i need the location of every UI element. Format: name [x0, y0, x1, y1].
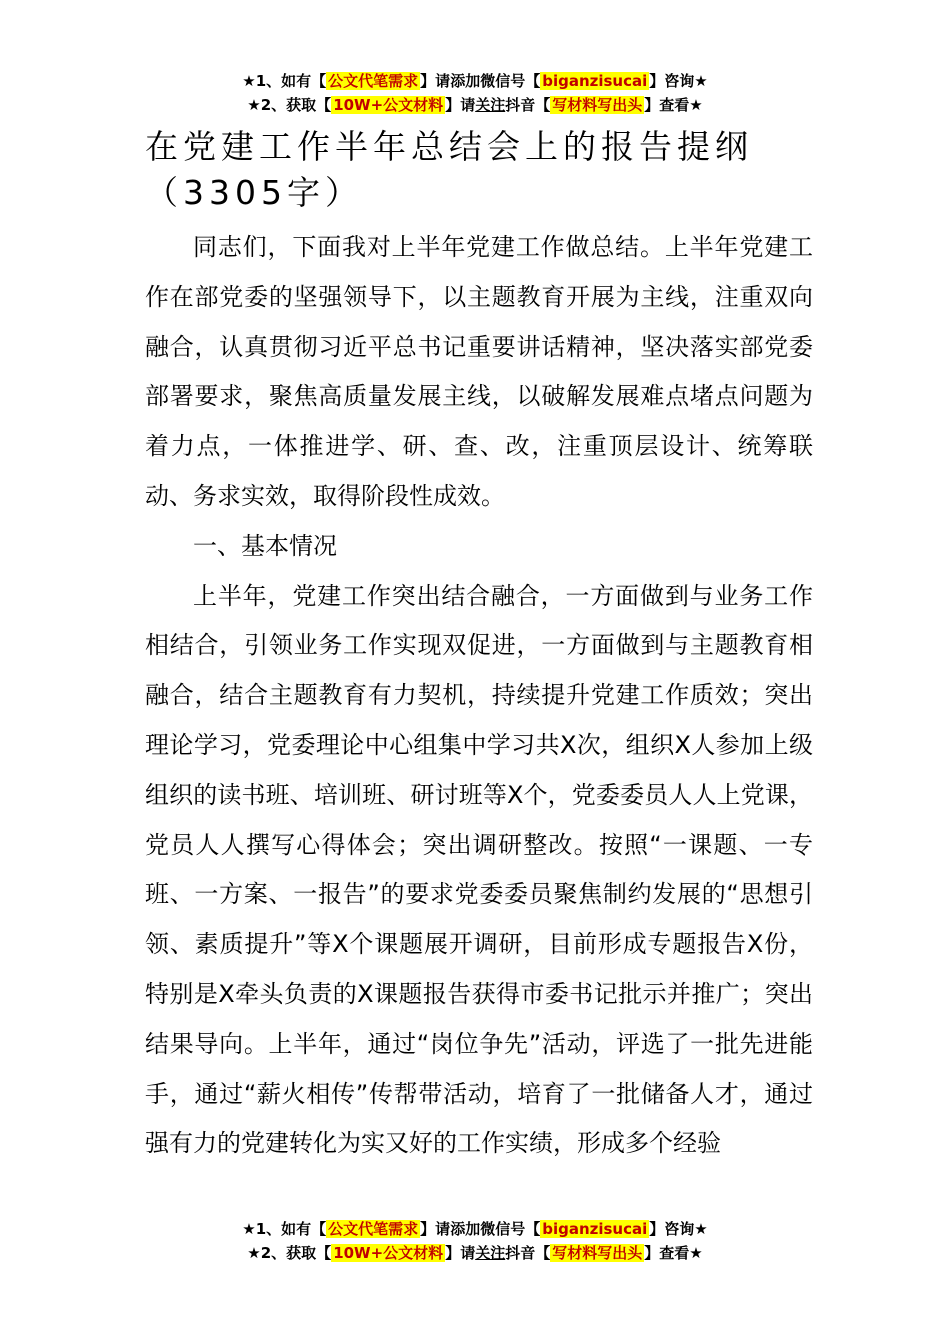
banner-text: 】查看★: [644, 1244, 703, 1262]
banner-text: 添加: [450, 72, 481, 90]
banner-text: 抖音【: [505, 96, 551, 114]
banner-text: ★2、获取【: [247, 96, 332, 114]
banner-text: 微信号【: [480, 1220, 541, 1238]
banner-text: 】请: [420, 72, 451, 90]
banner-highlight: 公文代笔需求: [328, 72, 419, 90]
banner-text: 关注: [475, 96, 506, 114]
banner-text: 关注: [475, 1244, 506, 1262]
banner-line-2: [0, 94, 950, 118]
banner-highlight: 写材料写出头: [552, 96, 643, 114]
header-banner: [0, 70, 950, 118]
banner-text: 】请: [445, 96, 476, 114]
banner-highlight: 10W+公文材料: [333, 96, 444, 114]
banner-highlight: biganzisucai: [542, 1220, 648, 1238]
banner-highlight: 写材料写出头: [552, 1244, 643, 1262]
banner-text: 添加: [450, 1220, 481, 1238]
banner-text: 】查看★: [644, 96, 703, 114]
banner-text: 】请: [420, 1220, 451, 1238]
banner-line-2: [0, 1242, 950, 1266]
banner-line-1: [0, 1218, 950, 1242]
document-title: 在党建工作半年总结会上的报告提纲（3305字）: [145, 127, 753, 212]
paragraph-basic-situation: 上半年，党建工作突出结合融合，一方面做到与业务工作相结合，引领业务工作实现双促进，一方面做到与主题教育相融合，结合主题教育有力契机，持续提升党建工作质效；突出理论学习，党委理论中心组集中学习共X次，组织X人参加上级组织的读书班、培训班、研讨班等X个，党委委员人人上党课，党员人人撰写心得体会；突出调研整改。按照“一课题、一专班、一方案、一报告”的要求党委委员聚焦制约发展的“思想引领、素质提升”等X个课题展开调研，目前形成专题报告X份，特别是X牵头负责的X课题报告获得市委书记批示并推广；突出结果导向。上半年，通过“岗位争先”活动，评选了一批先进能手，通过“薪火相传”传帮带活动，培育了一批储备人才，通过强有力的党建转化为实又好的工作实绩，形成多个经验: [145, 581, 813, 1158]
banner-text: 】请: [445, 1244, 476, 1262]
banner-text: 】咨询★: [649, 1220, 708, 1238]
banner-highlight: 10W+公文材料: [333, 1244, 444, 1262]
banner-text: ★1、如有【: [242, 1220, 327, 1238]
banner-text: 】咨询★: [649, 72, 708, 90]
footer-banner: [0, 1218, 950, 1266]
banner-line-1: [0, 70, 950, 94]
section-heading: 一、基本情况: [193, 531, 337, 560]
banner-text: ★1、如有【: [242, 72, 327, 90]
paragraph-intro: 同志们，下面我对上半年党建工作做总结。上半年党建工作在部党委的坚强领导下，以主题教育开展为主线，注重双向融合，认真贯彻习近平总书记重要讲话精神，坚决落实部党委部署要求，聚焦高质量发展主线，以破解发展难点堵点问题为着力点，一体推进学、研、查、改，注重顶层设计、统筹联动、务求实效，取得阶段性成效。: [145, 233, 813, 510]
banner-highlight: 公文代笔需求: [328, 1220, 419, 1238]
banner-text: ★2、获取【: [247, 1244, 332, 1262]
document-body: [145, 223, 813, 1169]
banner-text: 微信号【: [480, 72, 541, 90]
banner-text: 抖音【: [505, 1244, 551, 1262]
banner-highlight: biganzisucai: [542, 72, 648, 90]
